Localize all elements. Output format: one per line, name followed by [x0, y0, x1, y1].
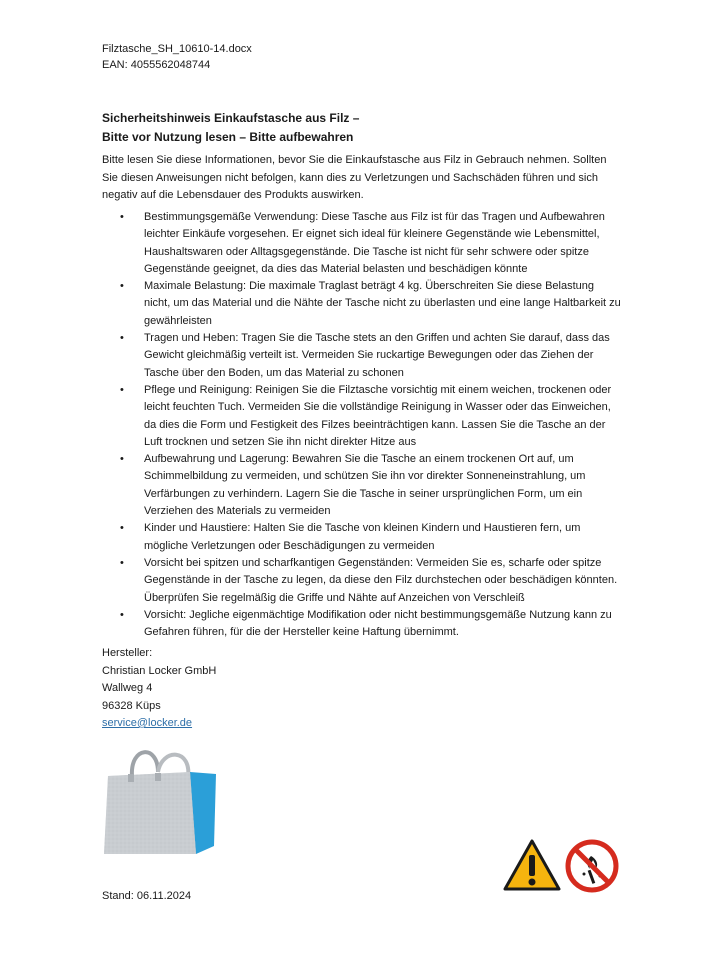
- bullet-icon: •: [120, 556, 124, 569]
- manufacturer-label: Hersteller:: [102, 647, 153, 659]
- manufacturer-block: [102, 645, 216, 733]
- title-line-1: Sicherheitshinweis Einkaufstasche aus Filz –: [102, 111, 360, 125]
- document-header: [102, 41, 252, 73]
- manufacturer-name: Christian Locker GmbH: [102, 664, 217, 677]
- list-item: [102, 607, 622, 642]
- safety-instructions-list: [102, 209, 622, 641]
- bullet-icon: •: [120, 522, 124, 535]
- list-item-text: Vorsicht: Jegliche eigenmächtige Modifikation oder nicht bestimmungsgemäße Nutzung kann zu Gefahren führen, für die der Hersteller keine Haftung übernimmt.: [144, 608, 612, 639]
- manufacturer-city: 96328 Küps: [102, 699, 161, 712]
- list-item: [102, 209, 622, 278]
- bullet-icon: •: [120, 608, 124, 621]
- ean-code: EAN: 4055562048744: [102, 59, 211, 71]
- list-item-text: Maximale Belastung: Die maximale Traglast beträgt 4 kg. Überschreiten Sie diese Belastung nicht, um das Material und die Nähte der Tasche nicht zu überlasten und eine lange Haltbarkeit zu gewährleisten: [144, 280, 621, 327]
- document-date: Stand: 06.11.2024: [102, 890, 192, 902]
- bullet-icon: •: [120, 332, 124, 345]
- bullet-icon: •: [120, 383, 124, 396]
- bullet-icon: •: [120, 280, 124, 293]
- list-item: [102, 451, 622, 520]
- list-item-text: Aufbewahrung und Lagerung: Bewahren Sie die Tasche an einem trockenen Ort auf, um Schimmelbildung zu vermeiden, und schützen Sie ihn vor direkter Sonneneinstrahlung, um Verfärbungen zu verhindern. Lagern Sie die Tasche in seiner ursprünglichen Form, um ein Verziehen des Materials zu vermeiden: [144, 453, 586, 518]
- list-item-text: Pflege und Reinigung: Reinigen Sie die Filztasche vorsichtig mit einem weichen, trockenen oder leicht feuchten Tuch. Vermeiden Sie die vollständige Reinigung in Wasser oder das Einweichen, da dies die Form und Festigkeit des Filzes beeinträchtigen kann. Lassen Sie die Tasche an der Luft trocknen und setzen Sie ihn nicht direkter Hitze aus: [144, 383, 612, 448]
- intro-paragraph: Bitte lesen Sie diese Informationen, bevor Sie die Einkaufstasche aus Filz in Gebrauch nehmen. Sollten Sie diesen Anweisungen nicht befolgen, kann dies zu Verletzungen und Sachschäden führen und sich negativ auf die Lebensdauer des Produkts auswirken.: [102, 154, 607, 201]
- list-item: [102, 330, 622, 382]
- document-title: [102, 109, 359, 147]
- manufacturer-street: Wallweg 4: [102, 682, 153, 694]
- list-item: [102, 520, 622, 555]
- list-item: [102, 382, 622, 451]
- list-item-text: Vorsicht bei spitzen und scharfkantigen Gegenständen: Vermeiden Sie es, scharfe oder spitze Gegenstände in der Tasche zu legen, da diese den Filz durchstechen oder beschädigen könnten. Überprüfen Sie regelmäßig die Griffe und Nähte auf Anzeichen von Verschleiß: [144, 556, 618, 604]
- file-name: Filztasche_SH_10610-14.docx: [102, 43, 252, 55]
- list-item: [102, 278, 622, 330]
- no-open-flame-icon: [564, 838, 620, 894]
- list-item-text: Kinder und Haustiere: Halten Sie die Tasche von kleinen Kindern und Haustieren fern, um mögliche Verletzungen oder Beschädigungen zu vermeiden: [144, 522, 581, 552]
- bullet-icon: •: [120, 211, 124, 223]
- warning-icon: [502, 838, 562, 893]
- title-line-2: Bitte vor Nutzung lesen – Bitte aufbewahren: [102, 130, 354, 144]
- list-item-text: Bestimmungsgemäße Verwendung: Diese Tasche aus Filz ist für das Tragen und Aufbewahren leichter Einkäufe vorgesehen. Er eignet sich ideal für kleinere Gegenstände wie Lebensmittel, Haushaltswaren oder Alltagsgegenstände. Die Tasche ist nicht für sehr schwere oder spitze Gegenstände geeignet, da dies das Material belasten und beschädigen könnte: [144, 211, 605, 275]
- list-item-text: Tragen und Heben: Tragen Sie die Tasche stets an den Griffen und achten Sie darauf, dass das Gewicht gleichmäßig verteilt ist. Vermeiden Sie ruckartige Bewegungen oder das Ziehen der Tasche über den Boden, um das Material zu schonen: [144, 332, 610, 379]
- bullet-icon: •: [120, 453, 124, 466]
- list-item: [102, 555, 622, 607]
- felt-bag-image: [100, 742, 220, 860]
- manufacturer-email-link[interactable]: service@locker.de: [102, 717, 193, 729]
